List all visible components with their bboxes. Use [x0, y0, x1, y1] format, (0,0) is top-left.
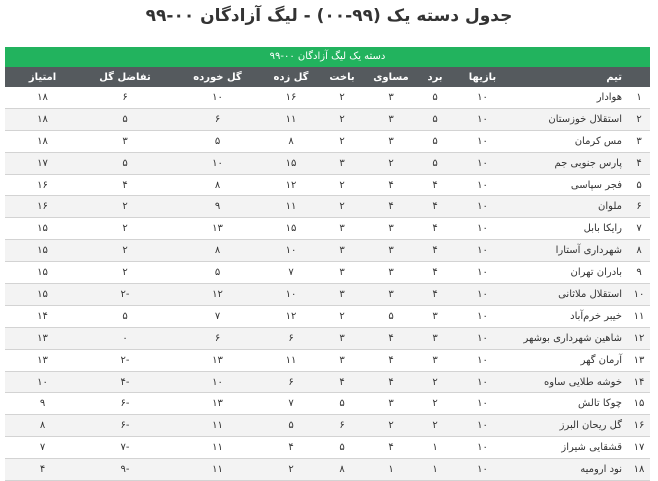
- header-played: بازیها: [455, 67, 510, 87]
- table-row: [5, 305, 650, 327]
- table-row: [5, 240, 650, 262]
- team-rank: ۱۳: [628, 349, 650, 371]
- team-goals-against: ۱۱: [170, 459, 265, 481]
- table-row: [5, 130, 650, 152]
- header-team: تیم: [510, 67, 628, 87]
- team-lost: ۲: [317, 196, 367, 218]
- team-rank: ۱۰: [628, 284, 650, 306]
- team-points: ۱۸: [5, 87, 80, 108]
- team-won: ۴: [415, 240, 455, 262]
- team-goals-for: ۱۱: [265, 108, 317, 130]
- team-goals-for: ۶: [265, 371, 317, 393]
- team-points: ۱۰: [5, 371, 80, 393]
- team-lost: ۳: [317, 327, 367, 349]
- team-played: ۱۰: [455, 240, 510, 262]
- team-name: پارس جنوبی جم: [510, 152, 628, 174]
- team-played: ۱۰: [455, 130, 510, 152]
- team-goals-for: ۱۲: [265, 174, 317, 196]
- team-goals-against: ۵: [170, 130, 265, 152]
- team-won: ۱: [415, 437, 455, 459]
- team-lost: ۲: [317, 87, 367, 108]
- team-points: ۱۵: [5, 218, 80, 240]
- header-goals-for: گل زده: [265, 67, 317, 87]
- team-goal-difference: ۵: [80, 152, 170, 174]
- team-rank: ۱۵: [628, 393, 650, 415]
- team-name: رایکا بابل: [510, 218, 628, 240]
- team-goals-against: ۱۰: [170, 371, 265, 393]
- team-lost: ۲: [317, 174, 367, 196]
- team-goals-for: ۱۰: [265, 284, 317, 306]
- team-name: ملوان: [510, 196, 628, 218]
- table-row: [5, 87, 650, 108]
- team-goals-against: ۱۳: [170, 218, 265, 240]
- team-goals-against: ۸: [170, 240, 265, 262]
- header-rank: [628, 67, 650, 87]
- team-won: ۲: [415, 371, 455, 393]
- team-name: شاهین شهرداری بوشهر: [510, 327, 628, 349]
- team-goal-difference: ۶: [80, 87, 170, 108]
- team-points: ۱۶: [5, 196, 80, 218]
- team-points: ۱۷: [5, 152, 80, 174]
- team-goals-against: ۸: [170, 174, 265, 196]
- team-won: ۴: [415, 284, 455, 306]
- team-goals-against: ۱۳: [170, 393, 265, 415]
- table-body: [5, 87, 650, 481]
- team-name: مس کرمان: [510, 130, 628, 152]
- team-rank: ۱: [628, 87, 650, 108]
- team-drawn: ۴: [367, 349, 415, 371]
- team-played: ۱۰: [455, 349, 510, 371]
- team-goal-difference: ۴: [80, 174, 170, 196]
- team-won: ۴: [415, 262, 455, 284]
- team-played: ۱۰: [455, 174, 510, 196]
- team-name: نود ارومیه: [510, 459, 628, 481]
- team-name: شهرداری آستارا: [510, 240, 628, 262]
- header-lost: باخت: [317, 67, 367, 87]
- team-won: ۵: [415, 87, 455, 108]
- team-played: ۱۰: [455, 152, 510, 174]
- team-goals-for: ۱۰: [265, 240, 317, 262]
- team-drawn: ۳: [367, 262, 415, 284]
- page-title: جدول دسته یک (۹۹-۰۰) - لیگ آزادگان ۰۰-۹۹: [145, 6, 513, 26]
- team-rank: ۶: [628, 196, 650, 218]
- team-won: ۳: [415, 305, 455, 327]
- table-row: [5, 152, 650, 174]
- table-row: [5, 174, 650, 196]
- team-points: ۱۳: [5, 349, 80, 371]
- team-goals-for: ۵: [265, 415, 317, 437]
- team-rank: ۱۷: [628, 437, 650, 459]
- team-name: چوکا تالش: [510, 393, 628, 415]
- team-rank: ۲: [628, 108, 650, 130]
- team-lost: ۳: [317, 240, 367, 262]
- team-name: هوادار: [510, 87, 628, 108]
- team-goal-difference: ۵: [80, 108, 170, 130]
- table-header-row: [5, 67, 650, 87]
- team-name: خیبر خرم‌آباد: [510, 305, 628, 327]
- team-points: ۸: [5, 415, 80, 437]
- team-played: ۱۰: [455, 437, 510, 459]
- team-goals-against: ۶: [170, 108, 265, 130]
- team-lost: ۲: [317, 108, 367, 130]
- team-goal-difference: -۶: [80, 393, 170, 415]
- team-name: گل ریحان البرز: [510, 415, 628, 437]
- team-goal-difference: ۲: [80, 240, 170, 262]
- team-rank: ۱۸: [628, 459, 650, 481]
- team-goals-for: ۲: [265, 459, 317, 481]
- table-row: [5, 415, 650, 437]
- team-won: ۵: [415, 152, 455, 174]
- team-goals-for: ۱۲: [265, 305, 317, 327]
- team-points: ۱۵: [5, 262, 80, 284]
- header-goals-against: گل خورده: [170, 67, 265, 87]
- team-rank: ۱۱: [628, 305, 650, 327]
- team-goal-difference: -۹: [80, 459, 170, 481]
- team-goals-for: ۱۵: [265, 152, 317, 174]
- team-points: ۹: [5, 393, 80, 415]
- team-name: آرمان گهر: [510, 349, 628, 371]
- team-lost: ۳: [317, 284, 367, 306]
- team-drawn: ۴: [367, 174, 415, 196]
- team-goals-for: ۷: [265, 393, 317, 415]
- team-goals-for: ۸: [265, 130, 317, 152]
- team-goal-difference: ۲: [80, 218, 170, 240]
- team-goals-against: ۱۰: [170, 152, 265, 174]
- team-played: ۱۰: [455, 327, 510, 349]
- table-row: [5, 437, 650, 459]
- team-lost: ۲: [317, 130, 367, 152]
- team-name: استقلال خوزستان: [510, 108, 628, 130]
- team-played: ۱۰: [455, 393, 510, 415]
- team-played: ۱۰: [455, 87, 510, 108]
- team-rank: ۷: [628, 218, 650, 240]
- team-goals-against: ۶: [170, 327, 265, 349]
- team-drawn: ۳: [367, 218, 415, 240]
- team-goals-for: ۱۵: [265, 218, 317, 240]
- team-rank: ۱۴: [628, 371, 650, 393]
- team-lost: ۵: [317, 393, 367, 415]
- table-banner: دسته یک لیگ آزادگان ۰۰-۹۹: [5, 47, 650, 67]
- team-points: ۱۶: [5, 174, 80, 196]
- team-goal-difference: ۳: [80, 130, 170, 152]
- team-won: ۴: [415, 174, 455, 196]
- team-won: ۵: [415, 130, 455, 152]
- team-goal-difference: -۲: [80, 349, 170, 371]
- team-goals-against: ۱۱: [170, 437, 265, 459]
- team-played: ۱۰: [455, 415, 510, 437]
- team-goals-for: ۷: [265, 262, 317, 284]
- team-points: ۱۴: [5, 305, 80, 327]
- team-rank: ۱۲: [628, 327, 650, 349]
- standings-table-container: [5, 47, 650, 481]
- team-goal-difference: -۶: [80, 415, 170, 437]
- team-goals-against: ۱۲: [170, 284, 265, 306]
- team-goal-difference: ۰: [80, 327, 170, 349]
- team-rank: ۹: [628, 262, 650, 284]
- team-goal-difference: ۵: [80, 305, 170, 327]
- team-drawn: ۴: [367, 371, 415, 393]
- team-points: ۴: [5, 459, 80, 481]
- team-name: بادران تهران: [510, 262, 628, 284]
- team-name: قشقایی شیراز: [510, 437, 628, 459]
- table-row: [5, 459, 650, 481]
- team-won: ۱: [415, 459, 455, 481]
- team-goal-difference: ۲: [80, 196, 170, 218]
- team-drawn: ۲: [367, 152, 415, 174]
- table-row: [5, 262, 650, 284]
- team-points: ۷: [5, 437, 80, 459]
- team-drawn: ۱: [367, 459, 415, 481]
- team-played: ۱۰: [455, 284, 510, 306]
- header-goal-difference: تفاضل گل: [80, 67, 170, 87]
- team-lost: ۶: [317, 415, 367, 437]
- team-lost: ۳: [317, 349, 367, 371]
- table-row: [5, 349, 650, 371]
- team-drawn: ۲: [367, 415, 415, 437]
- team-points: ۱۵: [5, 284, 80, 306]
- team-won: ۴: [415, 218, 455, 240]
- team-drawn: ۳: [367, 393, 415, 415]
- team-lost: ۳: [317, 262, 367, 284]
- team-played: ۱۰: [455, 108, 510, 130]
- team-goals-for: ۴: [265, 437, 317, 459]
- team-drawn: ۴: [367, 196, 415, 218]
- header-points: امتیاز: [5, 67, 80, 87]
- team-rank: ۵: [628, 174, 650, 196]
- table-row: [5, 327, 650, 349]
- team-goal-difference: ۲: [80, 262, 170, 284]
- team-name: فجر سپاسی: [510, 174, 628, 196]
- team-drawn: ۴: [367, 437, 415, 459]
- team-rank: ۴: [628, 152, 650, 174]
- team-goals-against: ۱۳: [170, 349, 265, 371]
- team-drawn: ۳: [367, 130, 415, 152]
- team-drawn: ۳: [367, 108, 415, 130]
- team-rank: ۱۶: [628, 415, 650, 437]
- team-goal-difference: -۲: [80, 284, 170, 306]
- team-lost: ۴: [317, 371, 367, 393]
- team-played: ۱۰: [455, 459, 510, 481]
- team-played: ۱۰: [455, 262, 510, 284]
- team-goals-against: ۱۰: [170, 87, 265, 108]
- team-name: استقلال ملاثانی: [510, 284, 628, 306]
- team-won: ۴: [415, 196, 455, 218]
- team-goals-for: ۱۱: [265, 196, 317, 218]
- team-points: ۱۸: [5, 130, 80, 152]
- table-row: [5, 371, 650, 393]
- team-goal-difference: -۴: [80, 371, 170, 393]
- table-row: [5, 218, 650, 240]
- team-lost: ۳: [317, 218, 367, 240]
- team-goals-against: ۵: [170, 262, 265, 284]
- team-goals-for: ۶: [265, 327, 317, 349]
- team-played: ۱۰: [455, 196, 510, 218]
- team-played: ۱۰: [455, 218, 510, 240]
- team-rank: ۸: [628, 240, 650, 262]
- table-row: [5, 108, 650, 130]
- team-lost: ۳: [317, 152, 367, 174]
- team-won: ۳: [415, 349, 455, 371]
- team-goals-for: ۱۶: [265, 87, 317, 108]
- team-drawn: ۳: [367, 240, 415, 262]
- team-points: ۱۵: [5, 240, 80, 262]
- team-won: ۲: [415, 393, 455, 415]
- team-won: ۵: [415, 108, 455, 130]
- team-points: ۱۸: [5, 108, 80, 130]
- team-drawn: ۵: [367, 305, 415, 327]
- table-row: [5, 393, 650, 415]
- team-drawn: ۳: [367, 284, 415, 306]
- team-points: ۱۳: [5, 327, 80, 349]
- team-played: ۱۰: [455, 305, 510, 327]
- team-lost: ۲: [317, 305, 367, 327]
- team-played: ۱۰: [455, 371, 510, 393]
- team-won: ۲: [415, 415, 455, 437]
- team-goals-for: ۱۱: [265, 349, 317, 371]
- team-goals-against: ۱۱: [170, 415, 265, 437]
- header-drawn: مساوی: [367, 67, 415, 87]
- team-goals-against: ۹: [170, 196, 265, 218]
- table-row: [5, 196, 650, 218]
- team-name: خوشه طلایی ساوه: [510, 371, 628, 393]
- standings-table: [5, 67, 650, 481]
- table-row: [5, 284, 650, 306]
- team-goals-against: ۷: [170, 305, 265, 327]
- header-won: برد: [415, 67, 455, 87]
- team-lost: ۸: [317, 459, 367, 481]
- team-goal-difference: -۷: [80, 437, 170, 459]
- team-drawn: ۳: [367, 87, 415, 108]
- team-won: ۳: [415, 327, 455, 349]
- team-rank: ۳: [628, 130, 650, 152]
- team-lost: ۵: [317, 437, 367, 459]
- team-drawn: ۴: [367, 327, 415, 349]
